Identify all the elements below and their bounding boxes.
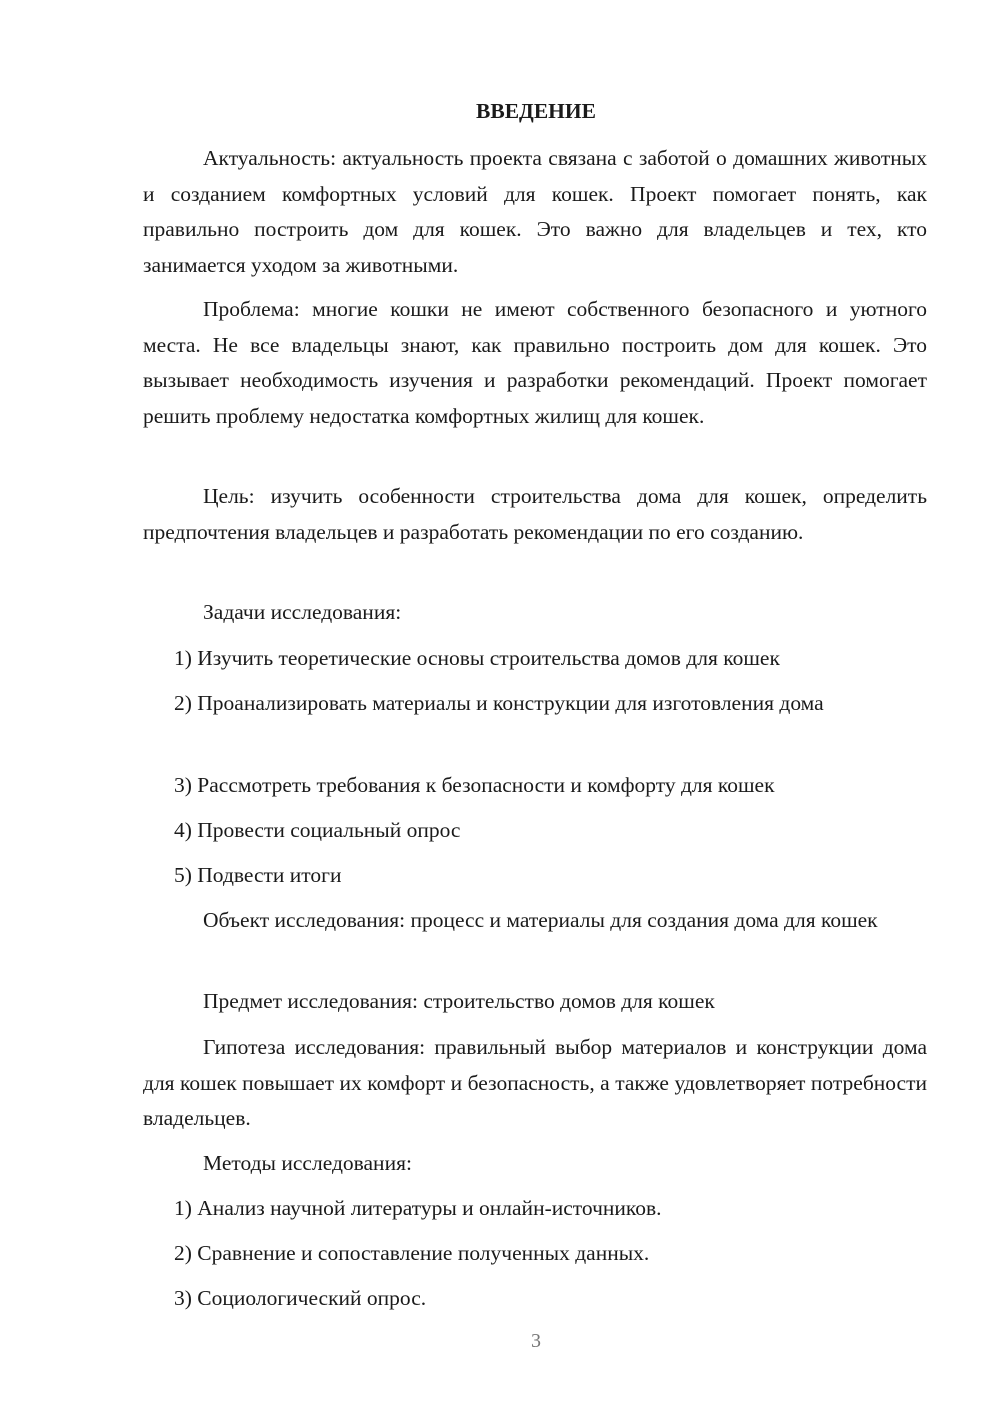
list-item-task-3: 3) Рассмотреть требования к безопасности и комфорту для кошек	[174, 773, 775, 797]
page-number: 3	[531, 1330, 541, 1352]
list-item-task-2: 2) Проанализировать материалы и конструкции для изготовления дома	[174, 691, 824, 715]
subject-paragraph: Предмет исследования: строительство домов для кошек	[203, 989, 715, 1013]
list-item-task-1: 1) Изучить теоретические основы строительства домов для кошек	[174, 646, 780, 670]
goal-paragraph: Цель: изучить особенности строительства дома для кошек, определить предпочтения владельцев и разработать рекомендации по его созданию.	[143, 484, 927, 544]
list-item-method-2: 2) Сравнение и сопоставление полученных данных.	[174, 1241, 650, 1265]
problem-paragraph: Проблема: многие кошки не имеют собственного безопасного и уютного места. Не все владельцы знают, как правильно построить дом для кошек. Это вызывает необходимость изучения и разработки рекомендаций. Проект помогает решить проблему недостатка комфортных жилищ для кошек.	[143, 297, 927, 428]
list-item-task-4: 4) Провести социальный опрос	[174, 818, 461, 842]
hypothesis-paragraph: Гипотеза исследования: правильный выбор материалов и конструкции дома для кошек повышает их комфорт и безопасность, а также удовлетворяет потребности владельцев.	[143, 1035, 927, 1130]
tasks-heading: Задачи исследования:	[203, 600, 402, 624]
page-title: ВВЕДЕНИЕ	[476, 99, 596, 123]
methods-heading: Методы исследования:	[203, 1151, 412, 1175]
list-item-method-3: 3) Социологический опрос.	[174, 1286, 427, 1310]
list-item-task-5: 5) Подвести итоги	[174, 863, 342, 887]
relevance-paragraph: Актуальность: актуальность проекта связана с заботой о домашних животных и созданием комфортных условий для кошек. Проект помогает понять, как правильно построить дом для кошек. Это важно для владельцев и тех, кто занимается уходом за животными.	[143, 146, 927, 277]
list-item-method-1: 1) Анализ научной литературы и онлайн-источников.	[174, 1196, 662, 1220]
object-paragraph: Объект исследования: процесс и материалы для создания дома для кошек	[203, 908, 878, 932]
